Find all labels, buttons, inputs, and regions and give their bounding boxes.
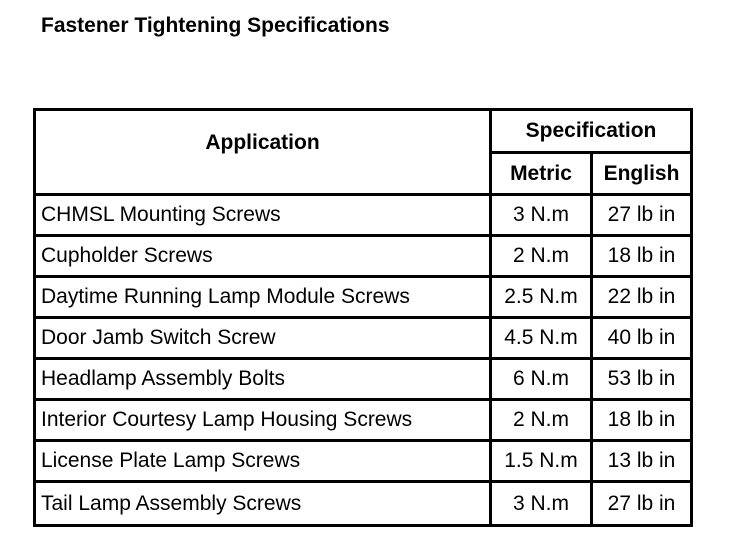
metric-cell: 1.5 N.m: [492, 442, 593, 483]
application-cell: Cupholder Screws: [36, 237, 492, 278]
table-row: [36, 401, 690, 442]
metric-cell: 2 N.m: [492, 237, 593, 278]
english-cell: 53 lb in: [593, 360, 690, 401]
application-cell: Headlamp Assembly Bolts: [36, 360, 492, 401]
header-english: English: [593, 154, 690, 196]
table-row: [36, 360, 690, 401]
application-cell: CHMSL Mounting Screws: [36, 196, 492, 237]
application-cell: License Plate Lamp Screws: [36, 442, 492, 483]
metric-cell: 3 N.m: [492, 483, 593, 524]
application-cell: Tail Lamp Assembly Screws: [36, 483, 492, 524]
english-cell: 18 lb in: [593, 237, 690, 278]
table-row: [36, 442, 690, 483]
table-row: [36, 483, 690, 524]
table-body: [36, 196, 690, 524]
table-row: [36, 237, 690, 278]
english-cell: 18 lb in: [593, 401, 690, 442]
table-row: [36, 196, 690, 237]
english-cell: 22 lb in: [593, 278, 690, 319]
metric-cell: 6 N.m: [492, 360, 593, 401]
metric-cell: 2.5 N.m: [492, 278, 593, 319]
metric-cell: 2 N.m: [492, 401, 593, 442]
application-cell: Door Jamb Switch Screw: [36, 319, 492, 360]
english-cell: 40 lb in: [593, 319, 690, 360]
page-title: Fastener Tightening Specifications: [41, 14, 390, 37]
table-row: [36, 319, 690, 360]
english-cell: 27 lb in: [607, 491, 676, 515]
header-metric: Metric: [492, 154, 593, 196]
table-row: [36, 278, 690, 319]
english-cell: 13 lb in: [593, 442, 690, 483]
table-header: [36, 111, 690, 196]
application-cell: Daytime Running Lamp Module Screws: [36, 278, 492, 319]
english-cell: 27 lb in: [593, 196, 690, 237]
header-application: Application: [36, 111, 492, 196]
header-specification: Specification: [492, 111, 690, 154]
metric-cell: 3 N.m: [492, 196, 593, 237]
fastener-spec-table: [33, 108, 693, 527]
application-cell: Interior Courtesy Lamp Housing Screws: [36, 401, 492, 442]
metric-cell: 4.5 N.m: [492, 319, 593, 360]
